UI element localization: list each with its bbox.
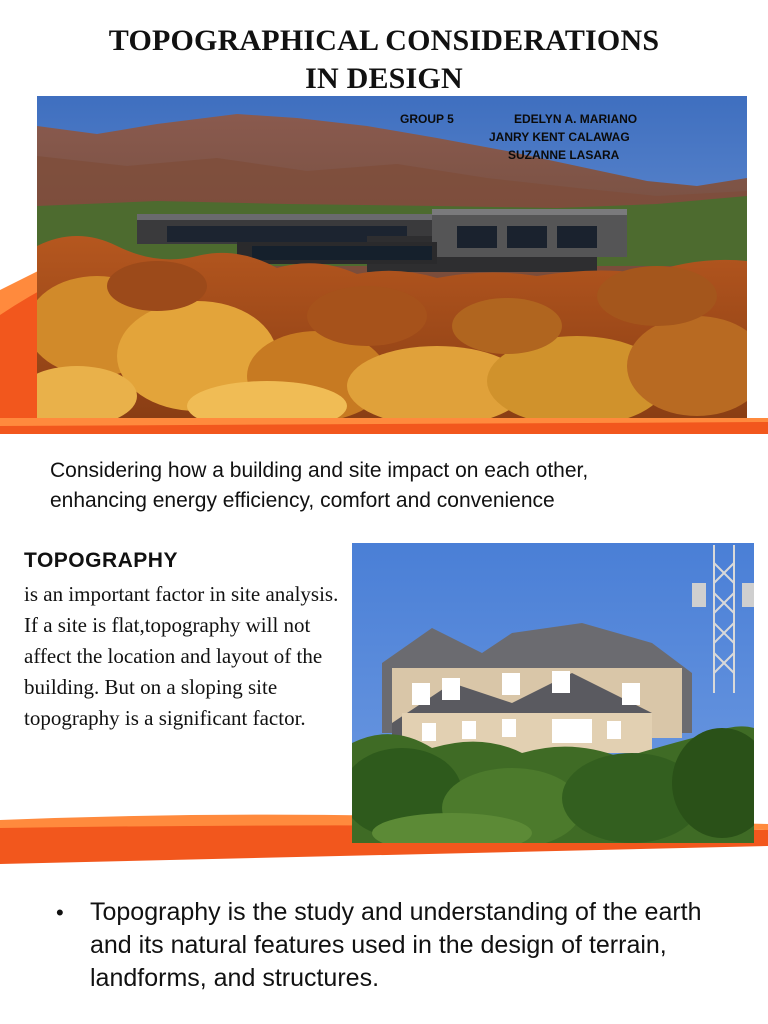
slide-title	[0, 0, 768, 434]
slide-topography-intro	[0, 434, 768, 864]
topography-description: is an important factor in site analysis. If a site is flat,topography will not affect the location and layout of the building. But on a sloping site topography is a significant factor.	[24, 582, 339, 730]
orange-band-decoration	[0, 418, 768, 434]
intro-text	[50, 456, 730, 516]
hillside-mansion-photo	[352, 543, 754, 843]
bullet-text: Topography is the study and understanding of the earth and its natural features used in the design of terrain, landforms, and structures.	[90, 898, 702, 992]
bullet-marker: •	[56, 900, 64, 925]
title-line-2: IN DESIGN	[305, 62, 463, 95]
member-name: SUZANNE LASARA	[508, 148, 620, 162]
member-name: EDELYN A. MARIANO	[514, 112, 638, 126]
title-line-1: TOPOGRAPHICAL CONSIDERATIONS	[108, 24, 660, 57]
topography-heading: TOPOGRAPHY	[24, 549, 178, 572]
modern-house-hillside-photo	[37, 96, 747, 418]
bullet-item	[56, 896, 746, 995]
intro-line-2: enhancing energy efficiency, comfort and convenience	[50, 489, 555, 512]
group-number: GROUP 5	[400, 112, 454, 126]
intro-line-1: Considering how a building and site impact on each other,	[50, 459, 589, 482]
member-name: JANRY KENT CALAWAG	[489, 130, 630, 144]
slide-title-heading	[40, 22, 728, 98]
slide-topography-definition	[0, 864, 768, 1024]
